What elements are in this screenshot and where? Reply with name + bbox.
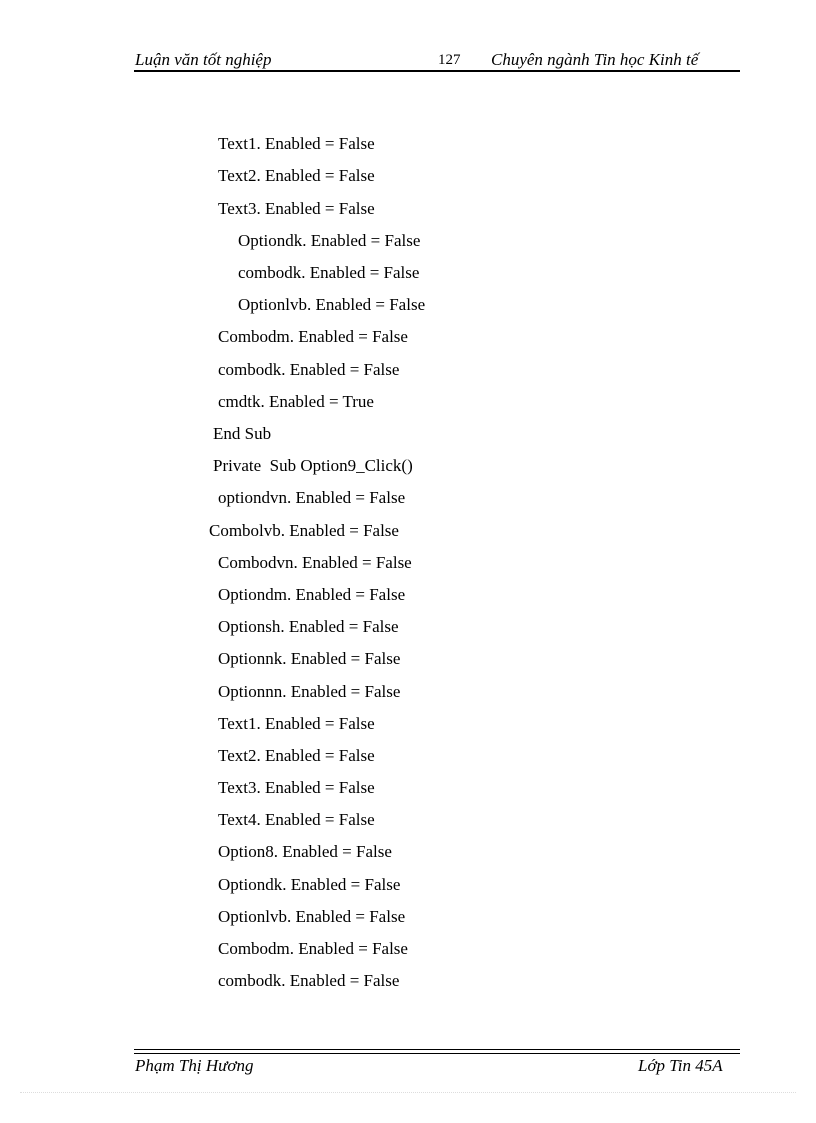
code-line: Optiondm. Enabled = False [218,585,406,604]
code-line: Text1. Enabled = False [218,714,375,733]
code-line: Combolvb. Enabled = False [209,521,399,540]
code-line: Combodm. Enabled = False [218,327,408,346]
code-line: Optionlvb. Enabled = False [238,295,426,314]
code-line: Text3. Enabled = False [218,778,375,797]
footer-rule [134,1049,740,1050]
footer-rule [134,1053,740,1054]
code-line: Optionlvb. Enabled = False [218,907,406,926]
code-line: Combodm. Enabled = False [218,939,408,958]
footer-author: Phạm Thị Hương [135,1056,254,1075]
code-line: Text1. Enabled = False [218,134,375,153]
page-number: 127 [438,52,461,68]
header-thesis-title: Luận văn tốt nghiệp [135,50,272,69]
footer-class: Lớp Tin 45A [638,1056,723,1075]
code-line: Option8. Enabled = False [218,842,392,861]
code-line: optiondvn. Enabled = False [218,488,406,507]
code-line: Combodvn. Enabled = False [218,553,412,572]
code-line: Optiondk. Enabled = False [238,231,421,250]
code-line: cmdtk. Enabled = True [218,392,374,411]
code-line: combodk. Enabled = False [218,360,400,379]
code-line: Text2. Enabled = False [218,746,375,765]
code-line: Optionnn. Enabled = False [218,682,401,701]
code-line: Optionnk. Enabled = False [218,649,401,668]
code-line: Text3. Enabled = False [218,199,375,218]
code-line: Text4. Enabled = False [218,810,375,829]
code-line: End Sub [213,424,272,443]
code-line: Optionsh. Enabled = False [218,617,399,636]
code-line: Private Sub Option9_Click() [213,456,413,475]
code-line: combodk. Enabled = False [238,263,420,282]
code-line: combodk. Enabled = False [218,971,400,990]
page-edge-divider [20,1092,796,1093]
code-line: Text2. Enabled = False [218,166,375,185]
header-major: Chuyên ngành Tin học Kinh tế [491,50,699,69]
code-line: Optiondk. Enabled = False [218,875,401,894]
header-rule [134,70,740,72]
